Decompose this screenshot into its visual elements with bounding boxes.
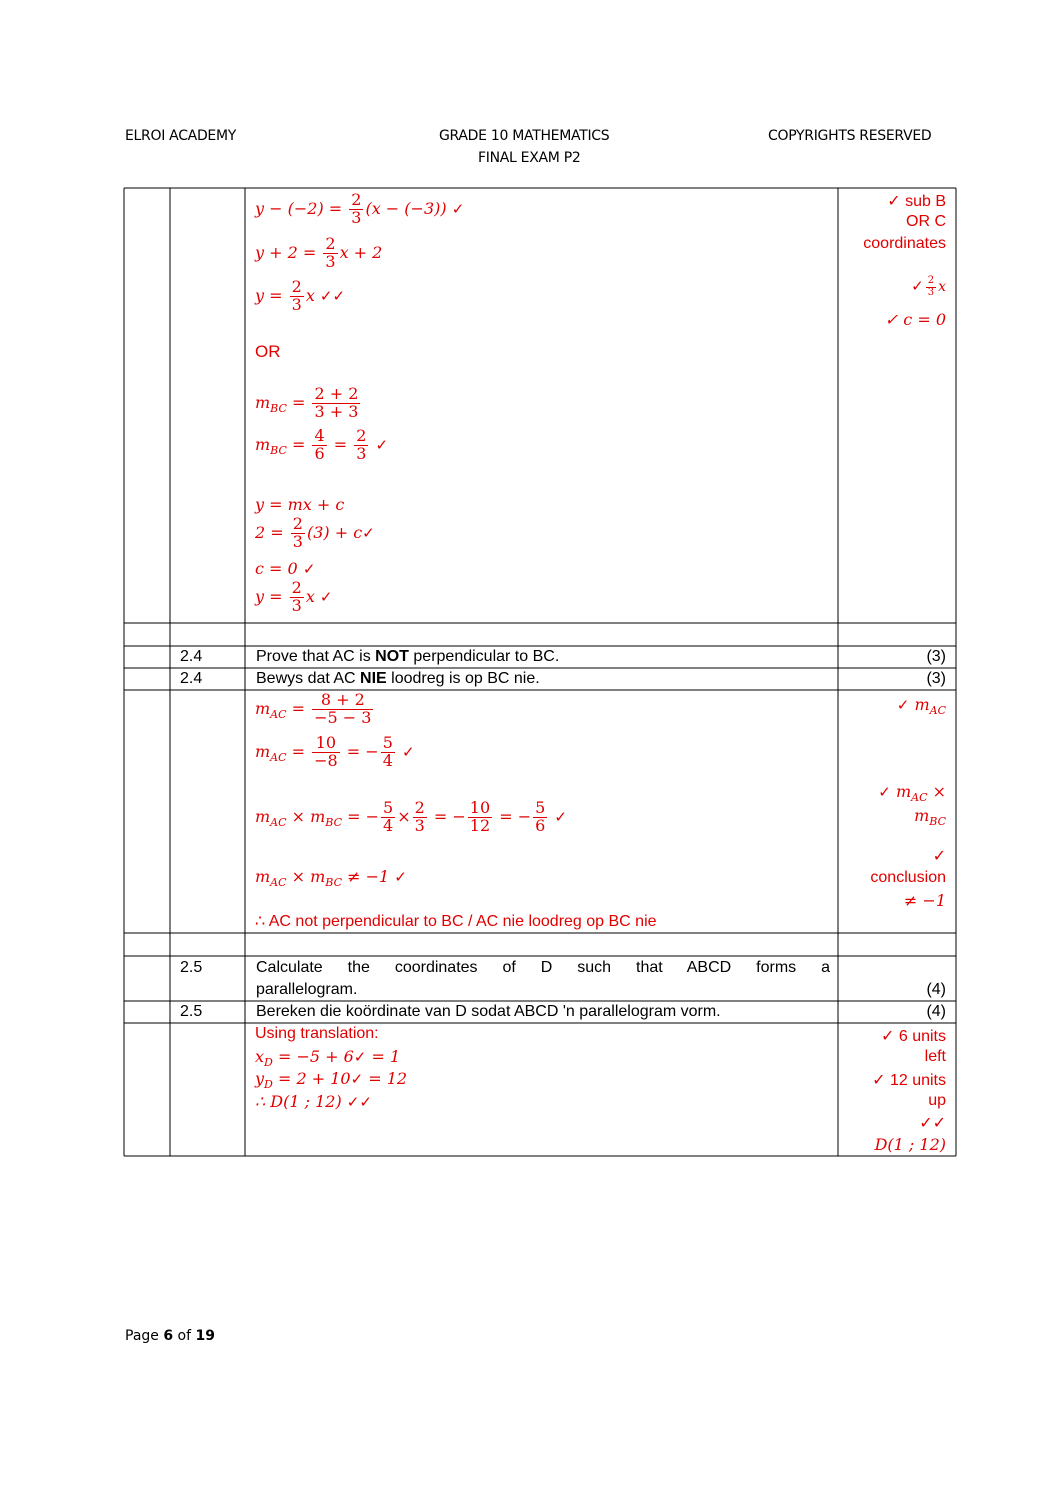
eq-product: $m_{AC} \times m_{BC}$ = − $\frac{5}{4}$ × $\frac{2}{3}$ = − $\frac{10}{12}$ = − $\frac{5}{6}$ ✓ bbox=[255, 798, 567, 835]
mark-left: left bbox=[924, 1048, 946, 1065]
mark-up: up bbox=[928, 1092, 946, 1109]
mark-conclusion: conclusion bbox=[870, 869, 946, 886]
mark-or-c: OR C bbox=[906, 213, 946, 230]
q25-number-en: 2.5 bbox=[180, 959, 203, 976]
q24-text-en: Prove that AC is NOT perpendicular to BC. bbox=[256, 648, 560, 665]
eq-c-zero: c = 0 ✓ bbox=[255, 559, 316, 578]
eq-xd: $x_D = -5$ + 6✓ = 1 bbox=[255, 1047, 401, 1070]
eq-yd: $y_D = 2$ + 10✓ = 12 bbox=[255, 1069, 408, 1092]
eq-d-point: ∴ D(1 ; 12) ✓✓ bbox=[255, 1092, 372, 1111]
eq-mac-formula: $m_{AC}$ = $\frac{8 + 2}{-5 - 3}$ bbox=[255, 690, 372, 727]
mark-two-thirds-x: ✓ $\frac{2}{3}$ x bbox=[911, 275, 946, 298]
page-footer: Page 6 of 19 bbox=[125, 1328, 215, 1344]
header-copyright: COPYRIGHTS RESERVED bbox=[768, 128, 932, 144]
q25-text-en-line2: parallelogram. bbox=[256, 981, 358, 998]
eq-mbc-formula: $m_{BC}$ = $\frac{2 + 2}{3 + 3}$ bbox=[255, 384, 359, 421]
q24-number-af: 2.4 bbox=[180, 670, 203, 687]
mark-mbc: $m_{BC}$ bbox=[914, 806, 946, 829]
eq-final-line: y = $\frac{2}{3}$ x ✓ bbox=[255, 578, 333, 615]
mark-six-units: ✓ 6 units bbox=[881, 1028, 946, 1045]
header-school: ELROI ACADEMY bbox=[125, 128, 237, 144]
mark-tick: ✓ bbox=[932, 848, 946, 865]
eq-point-slope: y − (−2) = $\frac{2}{3}$ (x − (−3)) ✓ bbox=[255, 190, 465, 227]
q24-conclusion: ∴ AC not perpendicular to BC / AC nie loodreg op BC nie bbox=[255, 913, 657, 930]
eq-substitute: 2 = $\frac{2}{3}$ (3) + c✓ bbox=[255, 514, 375, 551]
mark-neq: ≠ −1 bbox=[903, 891, 946, 910]
or-label: OR bbox=[255, 342, 281, 361]
q24-number-en: 2.4 bbox=[180, 648, 203, 665]
mark-mac: ✓ $m_{AC}$ bbox=[896, 695, 946, 718]
eq-expand: y + 2 = $\frac{2}{3}$ x + 2 bbox=[255, 234, 383, 271]
q25-number-af: 2.5 bbox=[180, 1003, 203, 1020]
q24-marks-en: (3) bbox=[926, 648, 946, 665]
q25-marks-af: (4) bbox=[926, 1003, 946, 1020]
q25-text-en-line1: Calculate the coordinates of D such that ABCD forms a bbox=[256, 959, 830, 976]
q25-marks-en: (4) bbox=[926, 981, 946, 998]
mark-double-tick: ✓✓ bbox=[919, 1115, 946, 1132]
header-exam: FINAL EXAM P2 bbox=[478, 150, 581, 166]
eq-mbc-value: $m_{BC}$ = $\frac{4}{6}$ = $\frac{2}{3}$ ✓ bbox=[255, 426, 389, 463]
mark-twelve-units: ✓ 12 units bbox=[872, 1072, 946, 1089]
mark-d-point: D(1 ; 12) bbox=[874, 1135, 946, 1154]
mark-sub-b: ✓ sub B bbox=[887, 193, 946, 210]
mark-coordinates: coordinates bbox=[863, 235, 946, 252]
eq-general-line: y = mx + c bbox=[255, 495, 345, 514]
eq-result: y = $\frac{2}{3}$ x ✓✓ bbox=[255, 277, 346, 314]
mark-product: ✓ $m_{AC}$ × bbox=[878, 782, 946, 805]
q24-text-af: Bewys dat AC NIE loodreg is op BC nie. bbox=[256, 670, 540, 687]
eq-not-minus-one: $m_{AC} \times m_{BC} \ne -1$ ✓ bbox=[255, 867, 407, 890]
header-subject: GRADE 10 MATHEMATICS bbox=[439, 128, 610, 144]
q25-using-translation: Using translation: bbox=[255, 1025, 379, 1042]
eq-mac-value: $m_{AC}$ = $\frac{10}{-8}$ = − $\frac{5}{4}$ ✓ bbox=[255, 733, 415, 770]
q25-text-af: Bereken die koördinate van D sodat ABCD 'n parallelogram vorm. bbox=[256, 1003, 721, 1020]
q24-marks-af: (3) bbox=[926, 670, 946, 687]
mark-c-zero: ✓ c = 0 bbox=[884, 310, 946, 329]
